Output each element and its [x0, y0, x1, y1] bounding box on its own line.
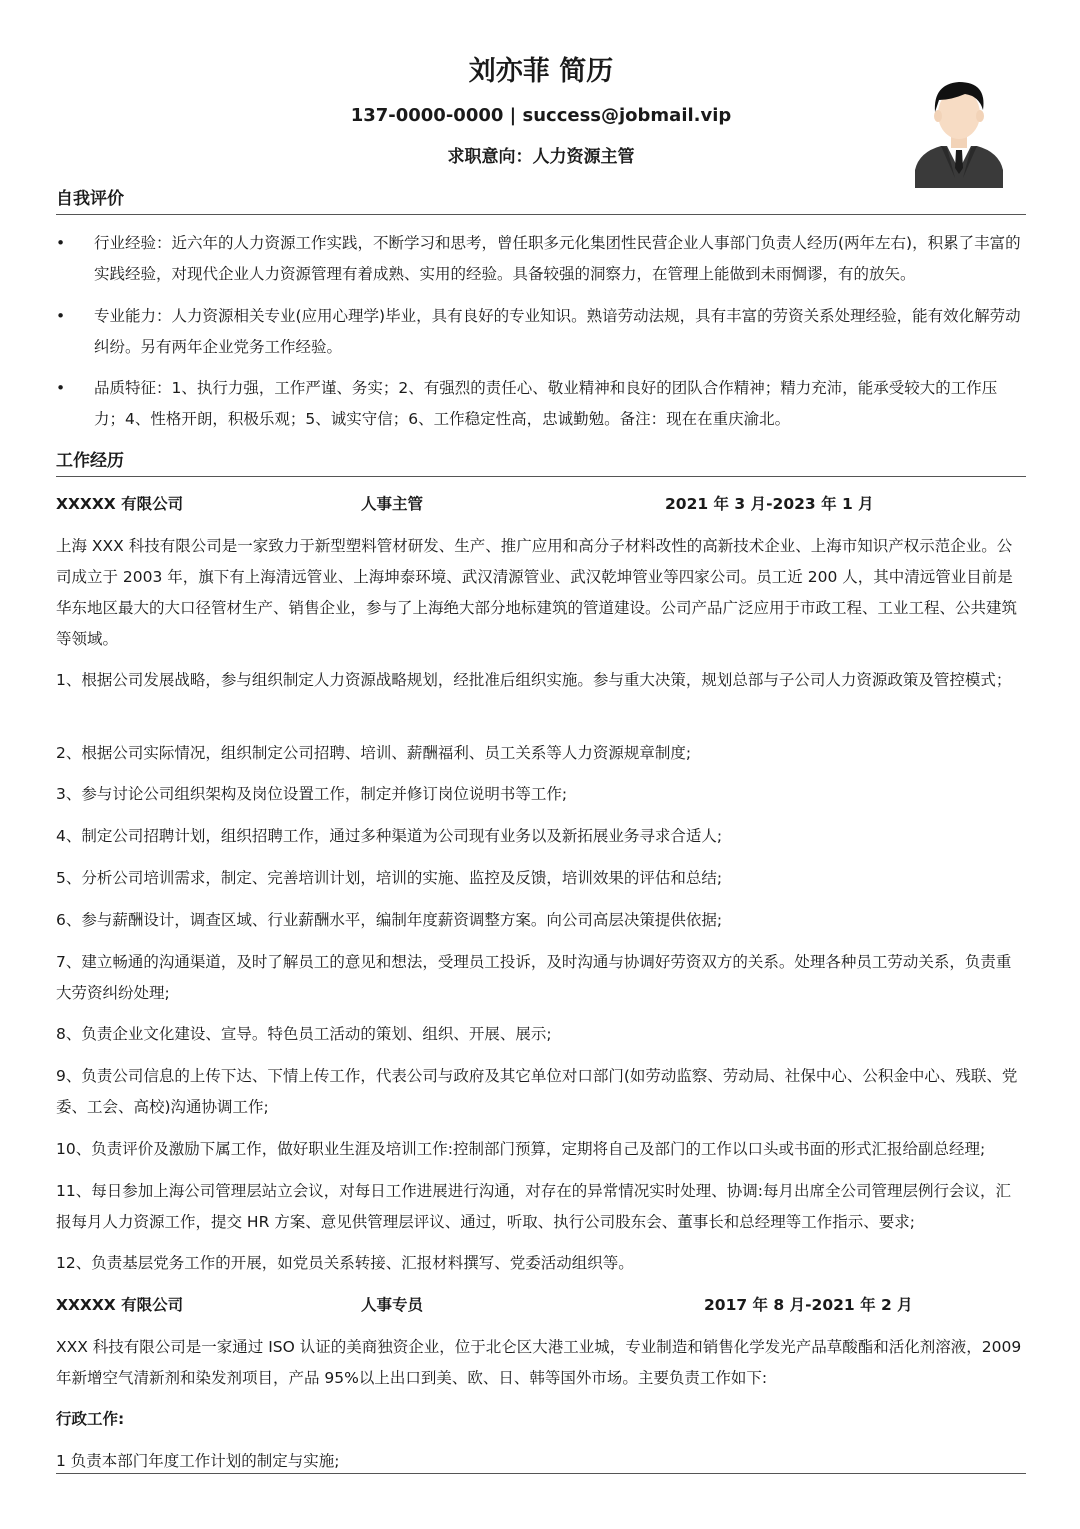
duty-item: 7、建立畅通的沟通渠道，及时了解员工的意见和想法，受理员工投诉，及时沟通与协调好劳资双方的关系。处理各种员工劳动关系，负责重大劳资纠纷处理;	[56, 953, 1012, 1002]
contact-info: 137-0000-0000 | success@jobmail.vip	[350, 105, 732, 126]
company-intro: 上海 XXX 科技有限公司是一家致力于新型塑料管材研发、生产、推广应用和高分子材料改性的高新技术企业、上海市知识产权示范企业。公司成立于 2003 年，旗下有上海清远管业、上海坤泰环境、武汉清源管业、武汉乾坤管业等四家公司。员工近 200 人，其中清远管业目前是华东地区最大的大口径管材生产、销售企业，参与了上海绝大部分地标建筑的管道建设。公司产品广泛应用于市政工程、工业工程、公共建筑等领域。	[56, 537, 1018, 648]
section-title-self-eval: 自我评价	[56, 186, 1026, 215]
duty-item: 11、每日参加上海公司管理层站立会议，对每日工作进展进行沟通，对存在的异常情况实时处理、协调:每月出席全公司管理层例行会议，汇报每月人力资源工作，提交 HR 方案、意见供管理层评议、通过，听取、执行公司股东会、董事长和总经理等工作指示、要求;	[56, 1182, 1011, 1231]
job-company: XXXXX 有限公司	[56, 495, 184, 513]
duty-item: 1、根据公司发展战略，参与组织制定人力资源战略规划，经批准后组织实施。参与重大决策，规划总部与子公司人力资源政策及管控模式；	[56, 671, 1012, 689]
bullet-icon: •	[56, 307, 66, 325]
job-period: 2017 年 8 月-2021 年 2 月	[704, 1296, 913, 1314]
divider	[56, 1473, 1026, 1474]
job-period: 2021 年 3 月-2023 年 1 月	[665, 495, 874, 513]
duty-item: 1 负责本部门年度工作计划的制定与实施;	[56, 1452, 340, 1470]
bullet-icon: •	[56, 379, 66, 397]
duty-item: 2、根据公司实际情况，组织制定公司招聘、培训、薪酬福利、员工关系等人力资源规章制度;	[56, 744, 692, 762]
list-item: • 专业能力：人力资源相关专业(应用心理学)毕业，具有良好的专业知识。熟谙劳动法规，具有丰富的劳资关系处理经验，能有效化解劳动纠纷。另有两年企业党务工作经验。	[56, 301, 1026, 363]
list-item: • 行业经验：近六年的人力资源工作实践，不断学习和思考，曾任职多元化集团性民营企业人事部门负责人经历(两年左右)，积累了丰富的实践经验，对现代企业人力资源管理有着成熟、实用的经验。具备较强的洞察力，在管理上能做到未雨惆谬，有的放矢。	[56, 228, 1026, 290]
list-item: • 品质特征：1、执行力强，工作严谨、务实；2、有强烈的责任心、敬业精神和良好的团队合作精神；精力充沛，能承受较大的工作压力；4、性格开朗，积极乐观；5、诚实守信；6、工作稳定性高，忠诚勤勉。备注：现在在重庆渝北。	[56, 373, 1026, 435]
duty-item: 8、负责企业文化建设、宣导。特色员工活动的策划、组织、开展、展示;	[56, 1025, 552, 1043]
duty-item: 3、参与讨论公司组织架构及岗位设置工作，制定并修订岗位说明书等工作;	[56, 785, 568, 803]
duty-item: 10、负责评价及激励下属工作，做好职业生涯及培训工作:控制部门预算，定期将自己及部门的工作以口头或书面的形式汇报给副总经理;	[56, 1140, 986, 1158]
duty-item: 4、制定公司招聘计划，组织招聘工作，通过多种渠道为公司现有业务以及新拓展业务寻求合适人;	[56, 827, 723, 845]
duty-item: 5、分析公司培训需求，制定、完善培训计划，培训的实施、监控及反馈，培训效果的评估和总结;	[56, 869, 723, 887]
bullet-icon: •	[56, 234, 66, 252]
duty-item: 9、负责公司信息的上传下达、下情上传工作，代表公司与政府及其它单位对口部门(如劳动监察、劳动局、社保中心、公积金中心、残联、党委、工会、高校)沟通协调工作;	[56, 1067, 1018, 1116]
job-role: 人事专员	[361, 1296, 424, 1314]
resume-title: 刘亦菲 简历	[468, 56, 614, 87]
job-role: 人事主管	[361, 495, 424, 513]
duty-item: 6、参与薪酬设计，调查区域、行业薪酬水平，编制年度薪资调整方案。向公司高层决策提供依据;	[56, 911, 723, 929]
avatar-icon	[915, 78, 1003, 188]
sub-heading: 行政工作:	[56, 1410, 125, 1428]
job-header	[56, 1291, 1026, 1319]
job-header	[56, 490, 1026, 518]
resume-page	[56, 0, 1026, 1529]
duty-item: 12、负责基层党务工作的开展，如党员关系转接、汇报材料撰写、党委活动组织等。	[56, 1254, 634, 1272]
section-title-work: 工作经历	[56, 448, 1026, 477]
company-intro: XXX 科技有限公司是一家通过 ISO 认证的美商独资企业，位于北仑区大港工业城，专业制造和销售化学发光产品草酸酯和活化剂溶液，2009 年新增空气清新剂和染发剂项目，产品 95%以上出口到美、欧、日、韩等国外市场。主要负责工作如下:	[56, 1338, 1022, 1387]
job-intent: 求职意向：人力资源主管	[447, 147, 635, 167]
job-company: XXXXX 有限公司	[56, 1296, 184, 1314]
